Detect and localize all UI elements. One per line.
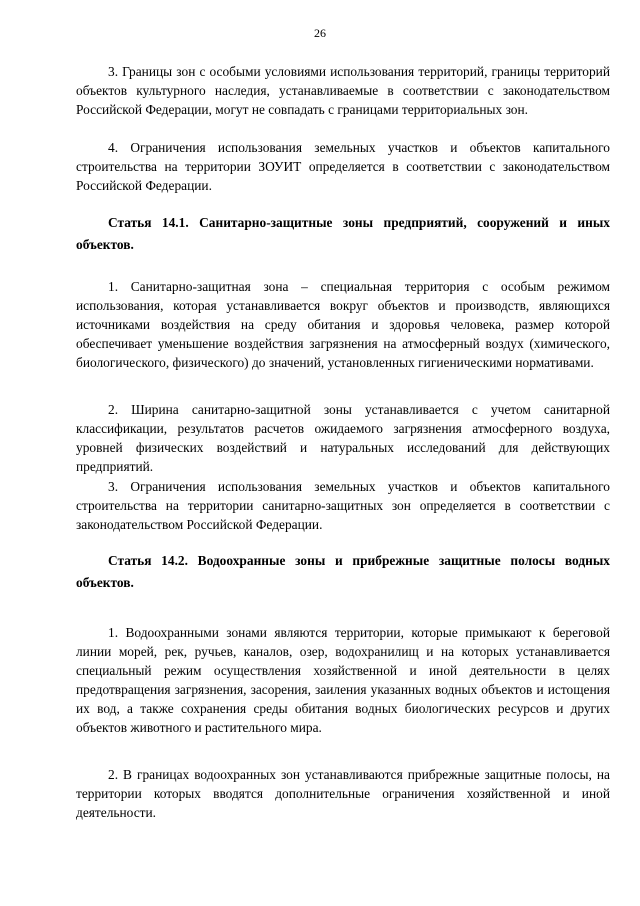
- page-number: 26: [314, 26, 326, 40]
- paragraph-zouit-restrictions: 4. Ограничения использования земельных участков и объектов капитального строительства на территории ЗОУИТ определяется в соответствии с законодательством Российской Федерации.: [76, 140, 610, 193]
- paragraph-sanitary-zone-restrictions: 3. Ограничения использования земельных участков и объектов капитального строительства на территории санитарно-защитных зон определяется в соответствии с законодательством Российской Федерации.: [76, 479, 610, 532]
- heading-article-14-1: Статья 14.1. Санитарно-защитные зоны предприятий, сооружений и иных объектов.: [76, 215, 610, 252]
- paragraph-sanitary-zone-width: 2. Ширина санитарно-защитной зоны устанавливается с учетом санитарной классификации, результатов расчетов ожидаемого загрязнения атмосферного воздуха, уровней физических воздействий и натуральных исследований для действующих предприятий.: [76, 402, 610, 474]
- paragraph-water-protection-zones: 1. Водоохранными зонами являются территории, которые примыкают к береговой линии морей, рек, ручьев, каналов, озер, водохранилищ и на которых устанавливается специальный режим осуществления хозяйственной и иной деятельности в целях предотвращения загрязнения, засорения, заиления указанных водных объектов и истощения их вод, а также сохранения среды обитания водных биологических ресурсов и других объектов животного и растительного мира.: [76, 625, 610, 735]
- paragraph-coastal-protection-strips: 2. В границах водоохранных зон устанавливаются прибрежные защитные полосы, на территории которых вводятся дополнительные ограничения хозяйственной и иной деятельности.: [76, 767, 610, 820]
- paragraph-sanitary-zone-definition: 1. Санитарно-защитная зона – специальная территория с особым режимом использования, которая устанавливается вокруг объектов и производств, являющихся источниками воздействия на среду обитания и здоровья человека, размер которой обеспечивает уменьшение воздействия загрязнения на атмосферный воздух (химического, биологического, физического) до значений, установленных гигиеническими нормативами.: [76, 279, 610, 370]
- paragraph-zone-boundaries: 3. Границы зон с особыми условиями использования территорий, границы территорий объектов культурного наследия, устанавливаемые в соответствии с законодательством Российской Федерации, могут не совпадать с границами территориальных зон.: [76, 64, 610, 117]
- heading-article-14-2: Статья 14.2. Водоохранные зоны и прибрежные защитные полосы водных объектов.: [76, 553, 610, 590]
